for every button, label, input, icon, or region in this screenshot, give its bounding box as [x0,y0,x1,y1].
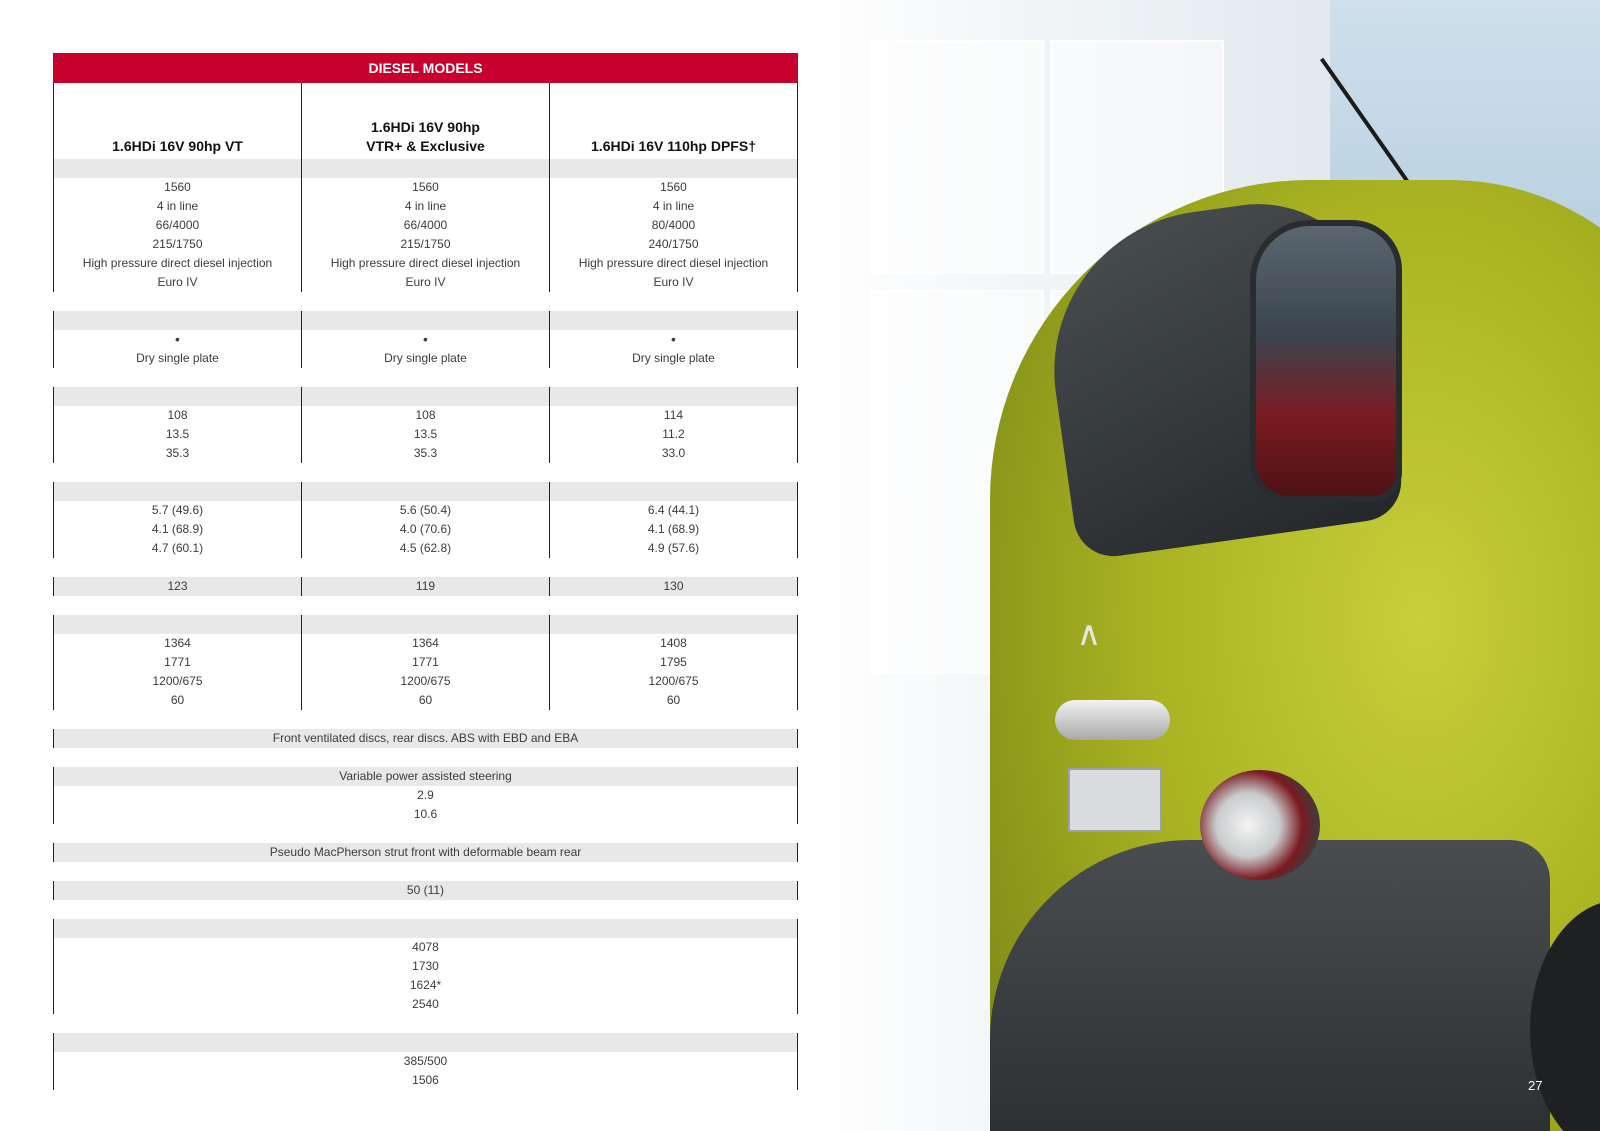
column-header-row [53,83,798,159]
building-window [870,40,1044,274]
section-bar [53,387,798,406]
table-row: 66/4000 66/4000 80/4000 [53,216,798,235]
table-row: 2.9 [53,786,798,805]
table-row: Variable power assisted steering [53,767,798,786]
table-row: Dry single plate Dry single plate Dry single plate [53,349,798,368]
table-row: 4.7 (60.1) 4.5 (62.8) 4.9 (57.6) [53,539,798,558]
table-row: 60 60 60 [53,691,798,710]
section-bar [53,919,798,938]
spec-table [53,53,798,1090]
table-row: 385/500 [53,1052,798,1071]
chevron-logo-icon: ∧ [1076,615,1102,653]
table-row: 1730 [53,957,798,976]
table-row: 108 108 114 [53,406,798,425]
table-row: 1771 1771 1795 [53,653,798,672]
table-row: Euro IV Euro IV Euro IV [53,273,798,292]
table-row: 1506 [53,1071,798,1090]
section-bar [53,615,798,634]
table-row: 13.5 13.5 11.2 [53,425,798,444]
table-row: 4.1 (68.9) 4.0 (70.6) 4.1 (68.9) [53,520,798,539]
table-row: 1200/675 1200/675 1200/675 [53,672,798,691]
page-number: 27 [1528,1078,1543,1093]
bullet-icon: • [549,330,798,349]
section-bar [53,311,798,330]
column-header: 1.6HDi 16V 110hp DPFS† [549,83,798,159]
table-row: 4 in line 4 in line 4 in line [53,197,798,216]
table-row: 215/1750 215/1750 240/1750 [53,235,798,254]
section-bar [53,159,798,178]
table-row: High pressure direct diesel injection High pressure direct diesel injection High pressure direct diesel injection [53,254,798,273]
bullet-icon: • [53,330,301,349]
table-title: DIESEL MODELS [53,53,798,83]
table-row: Front ventilated discs, rear discs. ABS with EBD and EBA [53,729,798,748]
table-row: Pseudo MacPherson strut front with deformable beam rear [53,843,798,862]
table-row: 1624* [53,976,798,995]
tail-light [1250,220,1402,502]
table-row [53,330,798,349]
table-row: 1364 1364 1408 [53,634,798,653]
table-row: 1560 1560 1560 [53,178,798,197]
table-row: 35.3 35.3 33.0 [53,444,798,463]
section-bar [53,1033,798,1052]
table-row: 123 119 130 [53,577,798,596]
section-bar [53,482,798,501]
bullet-icon: • [301,330,549,349]
table-row: 2540 [53,995,798,1014]
tailgate-handle [1055,700,1170,740]
column-header: 1.6HDi 16V 90hp VT [53,83,301,159]
table-row: 10.6 [53,805,798,824]
table-row: 4078 [53,938,798,957]
table-row: 50 (11) [53,881,798,900]
table-row: 5.7 (49.6) 5.6 (50.4) 6.4 (44.1) [53,501,798,520]
number-plate [1068,768,1162,832]
column-header: 1.6HDi 16V 90hp VTR+ & Exclusive [301,83,549,159]
rear-bumper [990,840,1550,1131]
car-photo [810,0,1600,1131]
reversing-light [1200,770,1320,880]
